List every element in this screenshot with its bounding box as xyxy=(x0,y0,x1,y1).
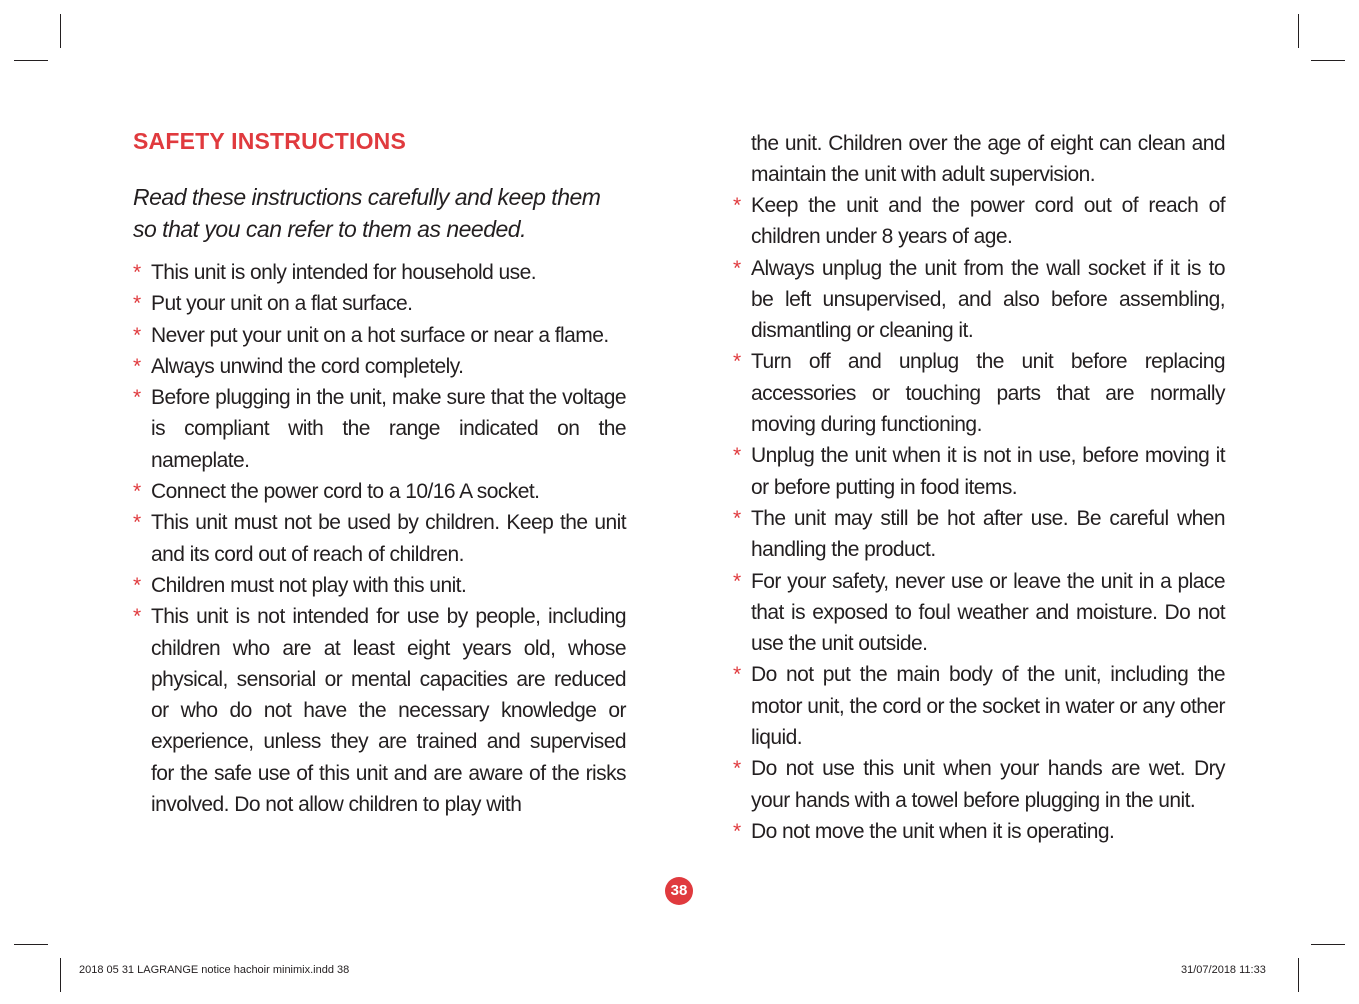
bullet-asterisk-icon: * xyxy=(733,819,741,843)
safety-item-text: Never put your unit on a hot surface or near a flame. xyxy=(151,323,609,347)
safety-item xyxy=(733,503,1225,566)
safety-item xyxy=(733,659,1225,753)
bullet-asterisk-icon: * xyxy=(733,506,741,530)
safety-item-text: Put your unit on a flat surface. xyxy=(151,292,413,316)
bullet-asterisk-icon: * xyxy=(133,386,141,410)
safety-item-text: Turn off and unplug the unit before replacing accessories or touching parts that are normally moving during functioning. xyxy=(751,350,1225,437)
safety-item xyxy=(733,346,1225,440)
bullet-asterisk-icon: * xyxy=(733,569,741,593)
bullet-asterisk-icon: * xyxy=(133,573,141,597)
safety-item xyxy=(133,601,626,820)
safety-item xyxy=(133,320,626,351)
safety-item xyxy=(733,753,1225,816)
bullet-asterisk-icon: * xyxy=(133,480,141,504)
bullet-asterisk-icon: * xyxy=(133,323,141,347)
crop-mark-bottom-left-vertical xyxy=(60,958,61,992)
page-number-badge: 38 xyxy=(665,877,693,905)
continuation-text: the unit. Children over the age of eight can clean and maintain the unit with adult supervision. xyxy=(751,132,1225,187)
safety-item xyxy=(133,382,626,476)
bullet-asterisk-icon: * xyxy=(733,256,741,280)
left-safety-list xyxy=(133,257,626,820)
bullet-asterisk-icon: * xyxy=(733,194,741,217)
safety-item xyxy=(133,570,626,601)
safety-item-text: Always unwind the cord completely. xyxy=(151,354,464,378)
safety-item-text: This unit is only intended for household use. xyxy=(151,261,537,284)
bullet-asterisk-icon: * xyxy=(733,444,741,468)
safety-item-text: Children must not play with this unit. xyxy=(151,573,467,597)
safety-item-text: Always unplug the unit from the wall socket if it is to be left unsupervised, and also before assembling, dismantling or cleaning it. xyxy=(751,256,1225,343)
bullet-asterisk-icon: * xyxy=(133,292,141,316)
section-heading: SAFETY INSTRUCTIONS xyxy=(133,128,407,154)
safety-item xyxy=(733,566,1225,660)
crop-mark-bottom-left-horizontal xyxy=(14,944,48,945)
safety-item xyxy=(733,190,1225,253)
crop-mark-top-right-horizontal xyxy=(1311,60,1345,61)
crop-mark-top-left-horizontal xyxy=(14,60,48,61)
bullet-asterisk-icon: * xyxy=(733,663,741,687)
safety-item-text: Do not use this unit when your hands are wet. Dry your hands with a towel before plugging in the unit. xyxy=(751,757,1225,812)
safety-item-text: This unit must not be used by children. Keep the unit and its cord out of reach of children. xyxy=(151,511,626,566)
slug-timestamp: 31/07/2018 11:33 xyxy=(1181,964,1266,976)
slug-file-name: 2018 05 31 LAGRANGE notice hachoir minimix.indd 38 xyxy=(79,964,350,976)
right-safety-list xyxy=(733,190,1225,847)
safety-item xyxy=(133,507,626,570)
safety-item xyxy=(733,440,1225,503)
safety-item-text: Unplug the unit when it is not in use, before moving it or before putting in food items. xyxy=(751,444,1225,499)
safety-item-text: For your safety, never use or leave the unit in a place that is exposed to foul weather and moisture. Do not use the unit outside. xyxy=(751,569,1225,656)
safety-item-text: This unit is not intended for use by people, including children who are at least eight years old, whose physical, sensorial or mental capacities are reduced or who do not have the necessary knowledge or experience, unless they are trained and supervised for the safe use of this unit and are aware of the risks involved. Do not allow children to play with xyxy=(151,605,626,817)
bullet-asterisk-icon: * xyxy=(133,354,141,378)
safety-item xyxy=(733,253,1225,347)
crop-mark-bottom-right-horizontal xyxy=(1311,944,1345,945)
bullet-asterisk-icon: * xyxy=(133,605,141,629)
bullet-asterisk-icon: * xyxy=(733,757,741,781)
bullet-asterisk-icon: * xyxy=(733,350,741,374)
safety-item xyxy=(733,816,1225,847)
safety-item-text: Do not put the main body of the unit, including the motor unit, the cord or the socket in water or any other liquid. xyxy=(751,663,1225,750)
safety-item-text: Keep the unit and the power cord out of reach of children under 8 years of age. xyxy=(751,194,1225,249)
crop-mark-bottom-right-vertical xyxy=(1298,958,1299,992)
bullet-asterisk-icon: * xyxy=(133,261,141,284)
safety-item-text: Before plugging in the unit, make sure that the voltage is compliant with the range indicated on the nameplate. xyxy=(151,386,626,472)
intro-text: Read these instructions carefully and keep them so that you can refer to them as needed. xyxy=(133,184,601,242)
safety-item-text: Do not move the unit when it is operating. xyxy=(751,819,1115,843)
safety-item xyxy=(133,288,626,319)
crop-mark-top-right-vertical xyxy=(1298,14,1299,48)
crop-mark-top-left-vertical xyxy=(60,14,61,48)
safety-item xyxy=(133,257,626,288)
safety-item xyxy=(133,476,626,507)
safety-item-text: Connect the power cord to a 10/16 A socket. xyxy=(151,480,540,504)
safety-item xyxy=(133,351,626,382)
bullet-asterisk-icon: * xyxy=(133,511,141,535)
safety-item-text: The unit may still be hot after use. Be careful when handling the product. xyxy=(751,506,1225,562)
